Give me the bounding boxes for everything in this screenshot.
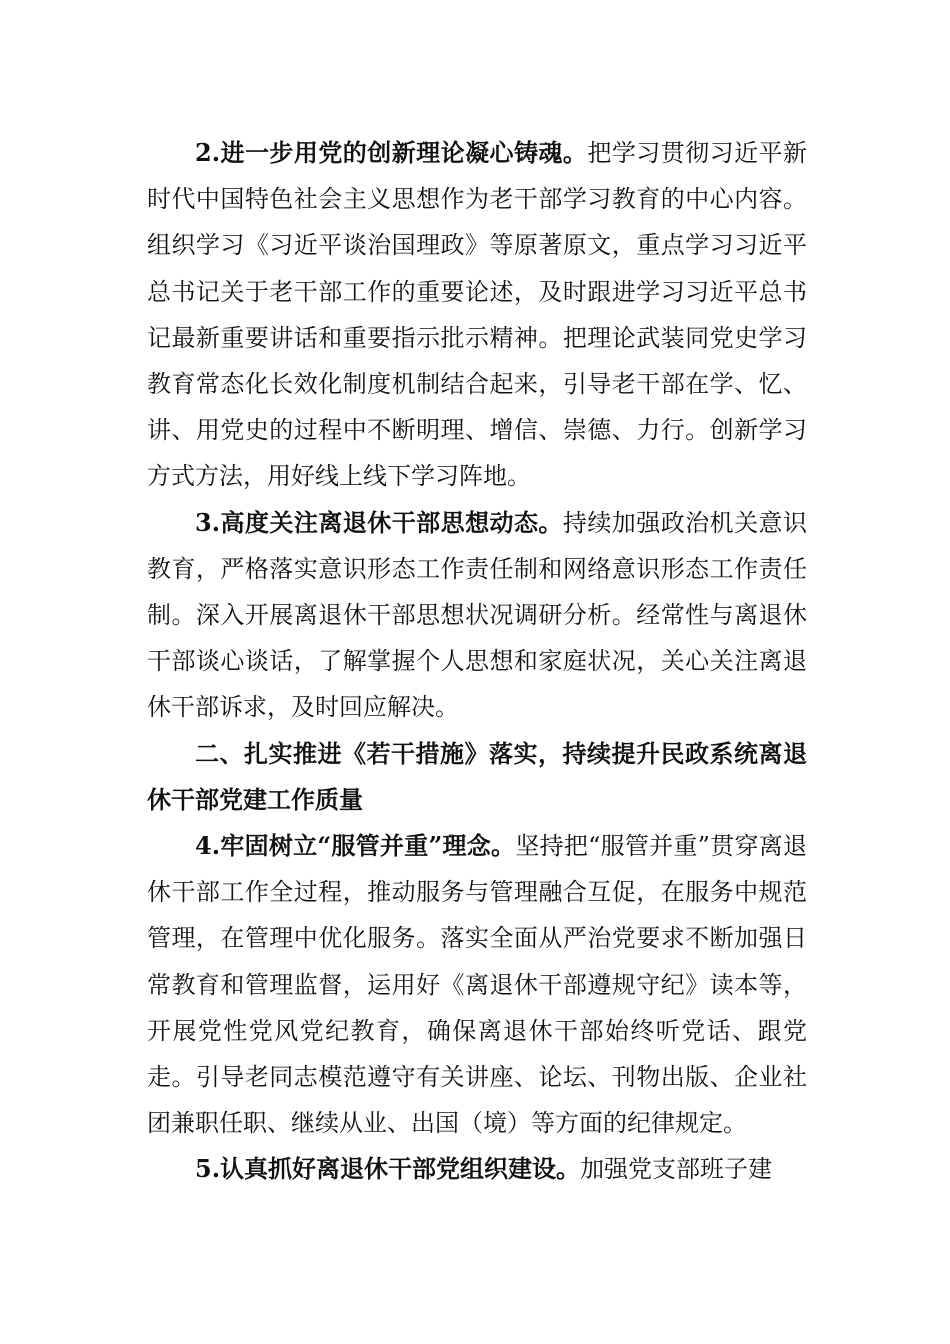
paragraph-5-body: 加强党支部班子建 xyxy=(580,1155,773,1184)
paragraph-2-body: 把学习贯彻习近平新时代中国特色社会主义思想作为老干部学习教育的中心内容。组织学习《习近平谈治国理政》等原著原文，重点学习习近平总书记关于老干部工作的重要论述，及时跟进学习习近平总书记最新重要讲话和重要指示批示精神。把理论武装同党史学习教育常态化长效化制度机制结合起来，引导老干部在学、忆、讲、用党史的过程中不断明理、增信、崇德、力行。创新学习方式方法，用好线上线下学习阵地。 xyxy=(147,139,808,491)
paragraph-2 xyxy=(147,130,807,500)
paragraph-2-lead: 2.进一步用党的创新理论凝心铸魂。 xyxy=(195,138,588,167)
section-heading: 二、扎实推进《若干措施》落实，持续提升民政系统离退休干部党建工作质量 xyxy=(147,739,807,814)
paragraph-4-body: 坚持把“服管并重”贯穿离退休干部工作全过程，推动服务与管理融合互促，在服务中规范管理，在管理中优化服务。落实全面从严治党要求不断加强日常教育和管理监督，运用好《离退休干部遵规守纪》读本等，开展党性党风党纪教育，确保离退休干部始终听党话、跟党走。引导老同志模范遵守有关讲座、论坛、刊物出版、企业社团兼职任职、继续从业、出国（境）等方面的纪律规定。 xyxy=(147,832,807,1138)
paragraph-4 xyxy=(147,823,807,1146)
paragraph-5-lead: 5.认真抓好离退休干部党组织建设。 xyxy=(195,1154,581,1184)
paragraph-3-lead: 3.高度关注离退休干部思想动态。 xyxy=(195,507,563,537)
paragraph-3 xyxy=(147,500,807,731)
paragraph-4-lead: 4.牢固树立“服管并重”理念。 xyxy=(195,831,516,861)
document-page xyxy=(147,130,807,1193)
paragraph-5 xyxy=(147,1146,807,1192)
paragraph-3-body: 持续加强政治机关意识教育，严格落实意识形态工作责任制和网络意识形态工作责任制。深入开展离退休干部思想状况调研分析。经常性与离退休干部谈心谈话，了解掌握个人思想和家庭状况，关心关注离退休干部诉求，及时回应解决。 xyxy=(147,508,807,722)
